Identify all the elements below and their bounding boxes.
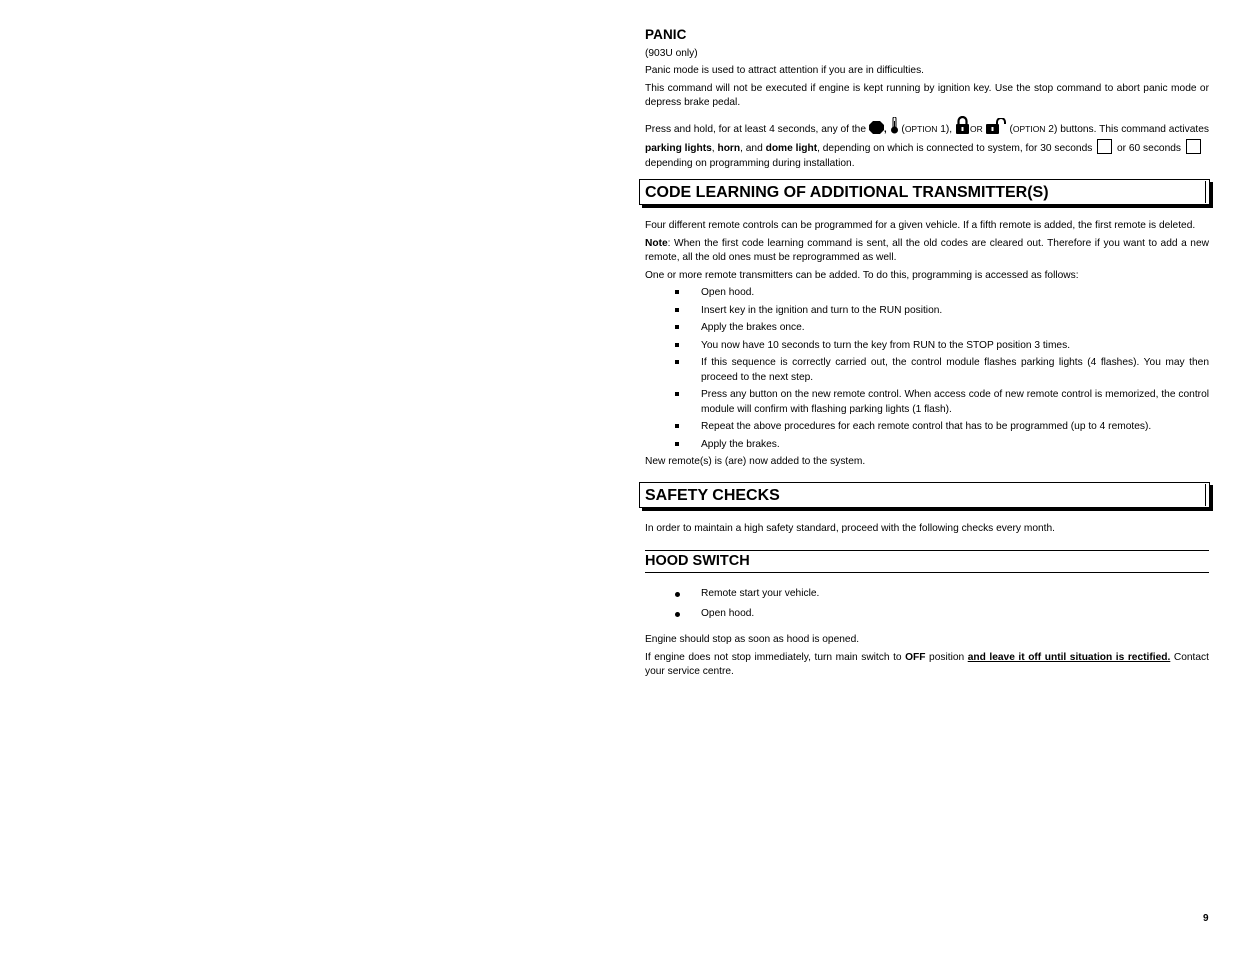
panic-paragraph-3: Press and hold, for at least 4 seconds, any of the , (OPTION 1), OR (OPTION 2) buttons. This command activates parking lights, horn, and dome light, depending on which is connected to system, for 30 seconds or 60 seconds depending on programming during installation. bbox=[645, 116, 1209, 172]
hood-paragraph-1: Engine should stop as soon as hood is opened. bbox=[645, 634, 860, 645]
list-item: Apply the brakes once. bbox=[645, 321, 1209, 336]
checkbox-60-seconds bbox=[1186, 139, 1201, 154]
page-number: 9 bbox=[1203, 913, 1209, 924]
checkbox-30-seconds bbox=[1097, 139, 1112, 154]
list-item: Insert key in the ignition and turn to the RUN position. bbox=[645, 304, 1209, 319]
page-content bbox=[645, 24, 1209, 683]
code-learning-heading: CODE LEARNING OF ADDITIONAL TRANSMITTER(S) bbox=[639, 179, 1210, 205]
list-item: If this sequence is correctly carried out, the control module flashes parking lights (4 flashes). You may then proceed to the next step. bbox=[645, 356, 1209, 385]
panic-subtitle: (903U only) bbox=[645, 47, 698, 59]
list-item: Press any button on the new remote control. When access code of new remote control is memorized, the control module will confirm with flashing parking lights (1 flash). bbox=[645, 388, 1209, 417]
unlock-icon bbox=[986, 118, 1007, 140]
code-learning-paragraph-1: Four different remote controls can be programmed for a given vehicle. If a fifth remote is added, the first remote is deleted. bbox=[645, 220, 1196, 231]
hood-switch-steps bbox=[645, 587, 1209, 621]
safety-paragraph: In order to maintain a high safety standard, proceed with the following checks every month. bbox=[645, 522, 1055, 534]
lock-icon bbox=[955, 116, 970, 140]
safety-checks-heading: SAFETY CHECKS bbox=[639, 482, 1210, 508]
code-learning-note: Note: When the first code learning command is sent, all the old codes are cleared out. Therefore if you want to add a new remote, all the old ones must be reprogrammed as well. bbox=[645, 237, 1209, 263]
panic-paragraph-2: This command will not be executed if engine is kept running by ignition key. Use the stop command to abort panic mode or depress brake pedal. bbox=[645, 82, 1209, 108]
list-item: Open hood. bbox=[645, 286, 1209, 301]
panic-heading: PANIC bbox=[645, 27, 687, 42]
list-item: You now have 10 seconds to turn the key from RUN to the STOP position 3 times. bbox=[645, 339, 1209, 354]
code-learning-paragraph-4: New remote(s) is (are) now added to the system. bbox=[645, 456, 866, 467]
hood-switch-heading: HOOD SWITCH bbox=[645, 550, 1209, 573]
list-item: Apply the brakes. bbox=[645, 438, 1209, 453]
list-item: Open hood. bbox=[645, 607, 1209, 622]
panic-paragraph-1: Panic mode is used to attract attention if you are in difficulties. bbox=[645, 65, 924, 76]
list-item: Repeat the above procedures for each remote control that has to be programmed (up to 4 remotes). bbox=[645, 420, 1209, 435]
list-item: Remote start your vehicle. bbox=[645, 587, 1209, 602]
code-learning-steps bbox=[645, 286, 1209, 452]
thermometer-icon bbox=[890, 117, 899, 140]
code-learning-paragraph-3: One or more remote transmitters can be added. To do this, programming is accessed as follows: bbox=[645, 269, 1079, 281]
stop-icon bbox=[869, 121, 884, 140]
hood-paragraph-2: If engine does not stop immediately, turn main switch to OFF position and leave it off until situation is rectified. Contact your service centre. bbox=[645, 651, 1209, 677]
